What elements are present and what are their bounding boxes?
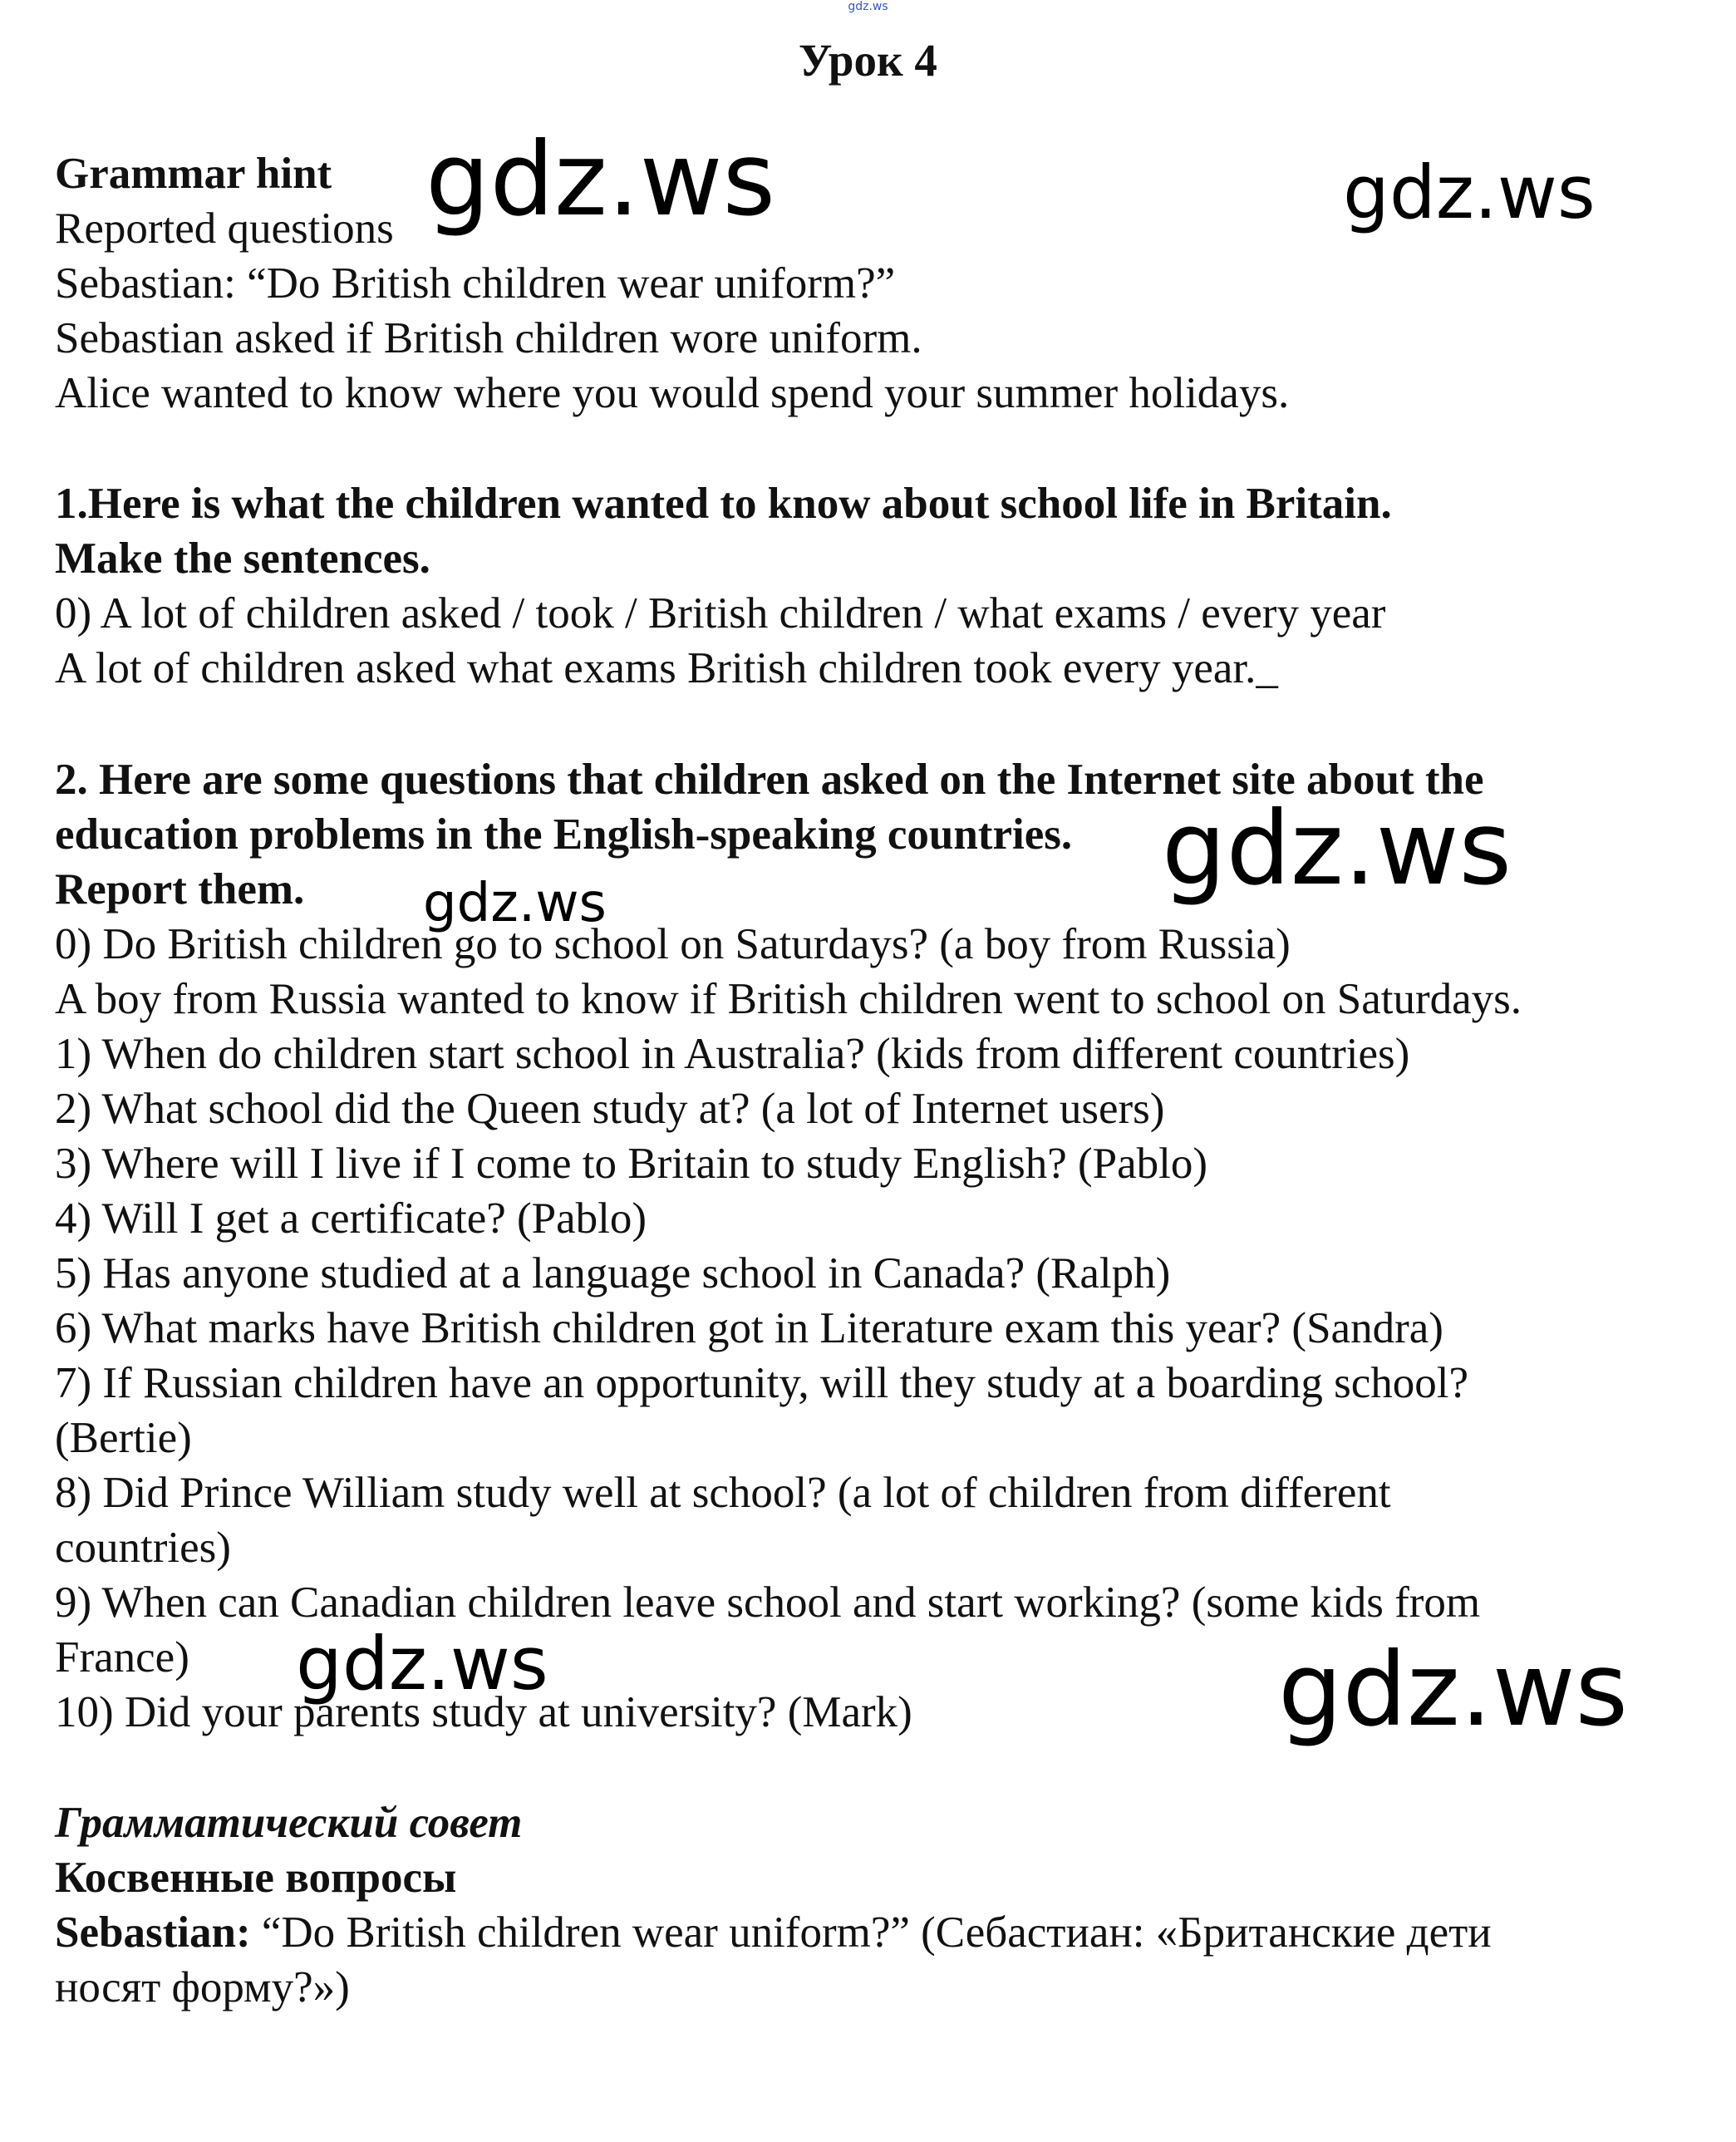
ru-heading: Грамматический совет <box>55 1799 523 1847</box>
ex2-line: 1) When do children start school in Australia? (kids from different countries) <box>55 1030 1410 1078</box>
ex2-line: 9) When can Canadian children leave school and start working? (some kids from <box>55 1578 1481 1627</box>
watermark: gdz.ws <box>425 121 776 239</box>
page-title: Урок 4 <box>799 35 937 86</box>
ru-speaker: Sebastian: <box>55 1908 251 1957</box>
ex2-line: 7) If Russian children have an opportunity, will they study at a boarding school? <box>55 1359 1469 1407</box>
ex2-line: 8) Did Prince William study well at school? (a lot of children from different <box>55 1469 1391 1517</box>
ex2-heading: 2. Here are some questions that children asked on the Internet site about the <box>55 756 1484 804</box>
hint-heading: Grammar hint <box>55 150 332 198</box>
ex1-heading: Make the sentences. <box>55 534 430 583</box>
ex2-line: 10) Did your parents study at university? (Mark) <box>55 1688 912 1736</box>
watermark: gdz.ws <box>1343 150 1596 235</box>
ex1-example-answer: A lot of children asked what exams British children took every year._ <box>55 644 1278 692</box>
ex2-line: (Bertie) <box>55 1414 192 1462</box>
ex2-line: 3) Where will I live if I come to Britain to study English? (Pablo) <box>55 1140 1208 1188</box>
watermark: gdz.ws <box>296 1621 548 1706</box>
ex2-line: France) <box>55 1633 189 1682</box>
ru-line: носят форму?») <box>55 1963 350 2012</box>
watermark: gdz.ws <box>423 873 607 934</box>
watermark-small: gdz.ws <box>848 0 888 13</box>
ex2-line: 2) What school did the Queen study at? (a lot of Internet users) <box>55 1085 1165 1133</box>
ex2-line: 5) Has anyone studied at a language school in Canada? (Ralph) <box>55 1249 1171 1298</box>
ex2-line: A boy from Russia wanted to know if British children went to school on Saturdays. <box>55 975 1522 1023</box>
ex2-line: 0) Do British children go to school on Saturdays? (a boy from Russia) <box>55 920 1291 968</box>
ex2-line: 6) What marks have British children got in Literature exam this year? (Sandra) <box>55 1304 1443 1352</box>
hint-subheading: Reported questions <box>55 204 394 253</box>
hint-line: Sebastian asked if British children wore uniform. <box>55 314 922 362</box>
ex2-heading: Report them. <box>55 865 305 913</box>
watermark: gdz.ws <box>1162 790 1512 908</box>
ex1-heading: 1.Here is what the children wanted to know about school life in Britain. <box>55 480 1392 528</box>
ru-line <box>55 1905 1492 1960</box>
watermark: gdz.ws <box>1278 1631 1629 1749</box>
ru-subheading: Косвенные вопросы <box>55 1854 457 1902</box>
ex2-line: 4) Will I get a certificate? (Pablo) <box>55 1194 647 1243</box>
ex2-heading: education problems in the English-speaking countries. <box>55 810 1073 859</box>
hint-line: Sebastian: “Do British children wear uniform?” <box>55 259 896 308</box>
ru-line-rest: “Do British children wear uniform?” (Себастиан: «Британские дети <box>250 1908 1492 1957</box>
hint-line: Alice wanted to know where you would spend your summer holidays. <box>55 369 1290 417</box>
ex2-line: countries) <box>55 1524 231 1572</box>
ex1-example-prompt: 0) A lot of children asked / took / British children / what exams / every year <box>55 589 1386 638</box>
